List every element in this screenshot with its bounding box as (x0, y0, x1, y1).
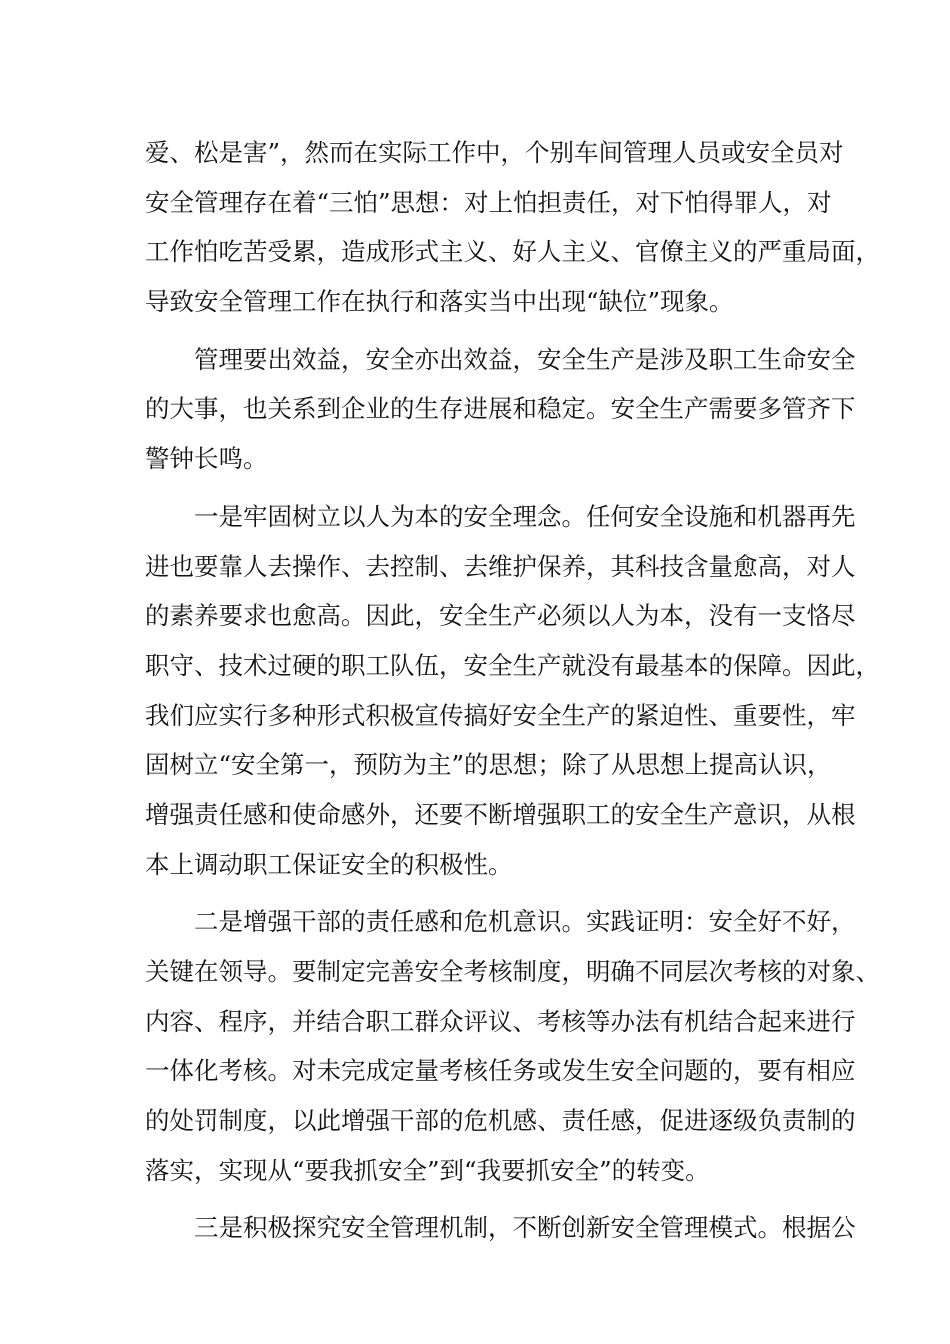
text-line: 工作怕吃苦受累，造成形式主义、好人主义、官僚主义的严重局面， (145, 237, 880, 267)
text-line: 的处罚制度，以此增强干部的危机感、责任感，促进逐级负责制的 (145, 1106, 856, 1136)
text-line: 一体化考核。对未完成定量考核任务或发生安全问题的，要有相应 (145, 1056, 856, 1086)
text-line: 我们应实行多种形式积极宣传搞好安全生产的紧迫性、重要性，牢 (145, 700, 856, 730)
text-line: 管理要出效益，安全亦出效益，安全生产是涉及职工生命安全 (194, 344, 856, 374)
text-line: 本上调动职工保证安全的积极性。 (145, 849, 513, 879)
text-line: 固树立“安全第一，预防为主”的思想；除了从思想上提高认识， (145, 750, 832, 780)
text-line: 内容、程序，并结合职工群众评议、考核等办法有机结合起来进行 (145, 1006, 856, 1036)
text-line: 三是积极探究安全管理机制，不断创新安全管理模式。根据公 (194, 1213, 856, 1243)
text-line: 一是牢固树立以人为本的安全理念。任何安全设施和机器再先 (194, 501, 856, 531)
text-line: 关键在领导。要制定完善安全考核制度，明确不同层次考核的对象、 (145, 957, 880, 986)
text-line: 安全管理存在着“三怕”思想：对上怕担责任，对下怕得罪人，对 (145, 187, 832, 217)
text-line: 增强责任感和使命感外，还要不断增强职工的安全生产意识，从根 (145, 799, 856, 829)
text-line: 职守、技术过硬的职工队伍，安全生产就没有最基本的保障。因此， (145, 650, 880, 680)
document-body (145, 128, 880, 1253)
paragraph-5 (145, 1203, 856, 1253)
text-line: 爱、松是害”，然而在实际工作中，个别车间管理人员或安全员对 (145, 138, 844, 167)
paragraph-gap (145, 889, 825, 897)
paragraph-gap (145, 1195, 825, 1203)
text-line: 的素养要求也愈高。因此，安全生产必须以人为本，没有一支恪尽 (145, 601, 856, 631)
paragraph-3 (145, 492, 880, 890)
paragraph-gap (145, 327, 825, 335)
paragraph-gap (145, 484, 825, 492)
text-line: 警钟长鸣。 (145, 444, 268, 474)
text-line: 进也要靠人去操作、去控制、去维护保养，其科技含量愈高，对人 (145, 551, 856, 581)
text-line: 落实，实现从“要我抓安全”到“我要抓安全”的转变。 (145, 1155, 710, 1185)
text-line: 二是增强干部的责任感和危机意识。实践证明：安全好不好， (194, 907, 856, 937)
text-line: 导致安全管理工作在执行和落实当中出现“缺位”现象。 (145, 287, 734, 317)
paragraph-4 (145, 897, 880, 1195)
paragraph-1 (145, 128, 880, 327)
paragraph-2 (145, 335, 856, 484)
text-line: 的大事，也关系到企业的生存进展和稳定。安全生产需要多管齐下 (145, 394, 856, 424)
